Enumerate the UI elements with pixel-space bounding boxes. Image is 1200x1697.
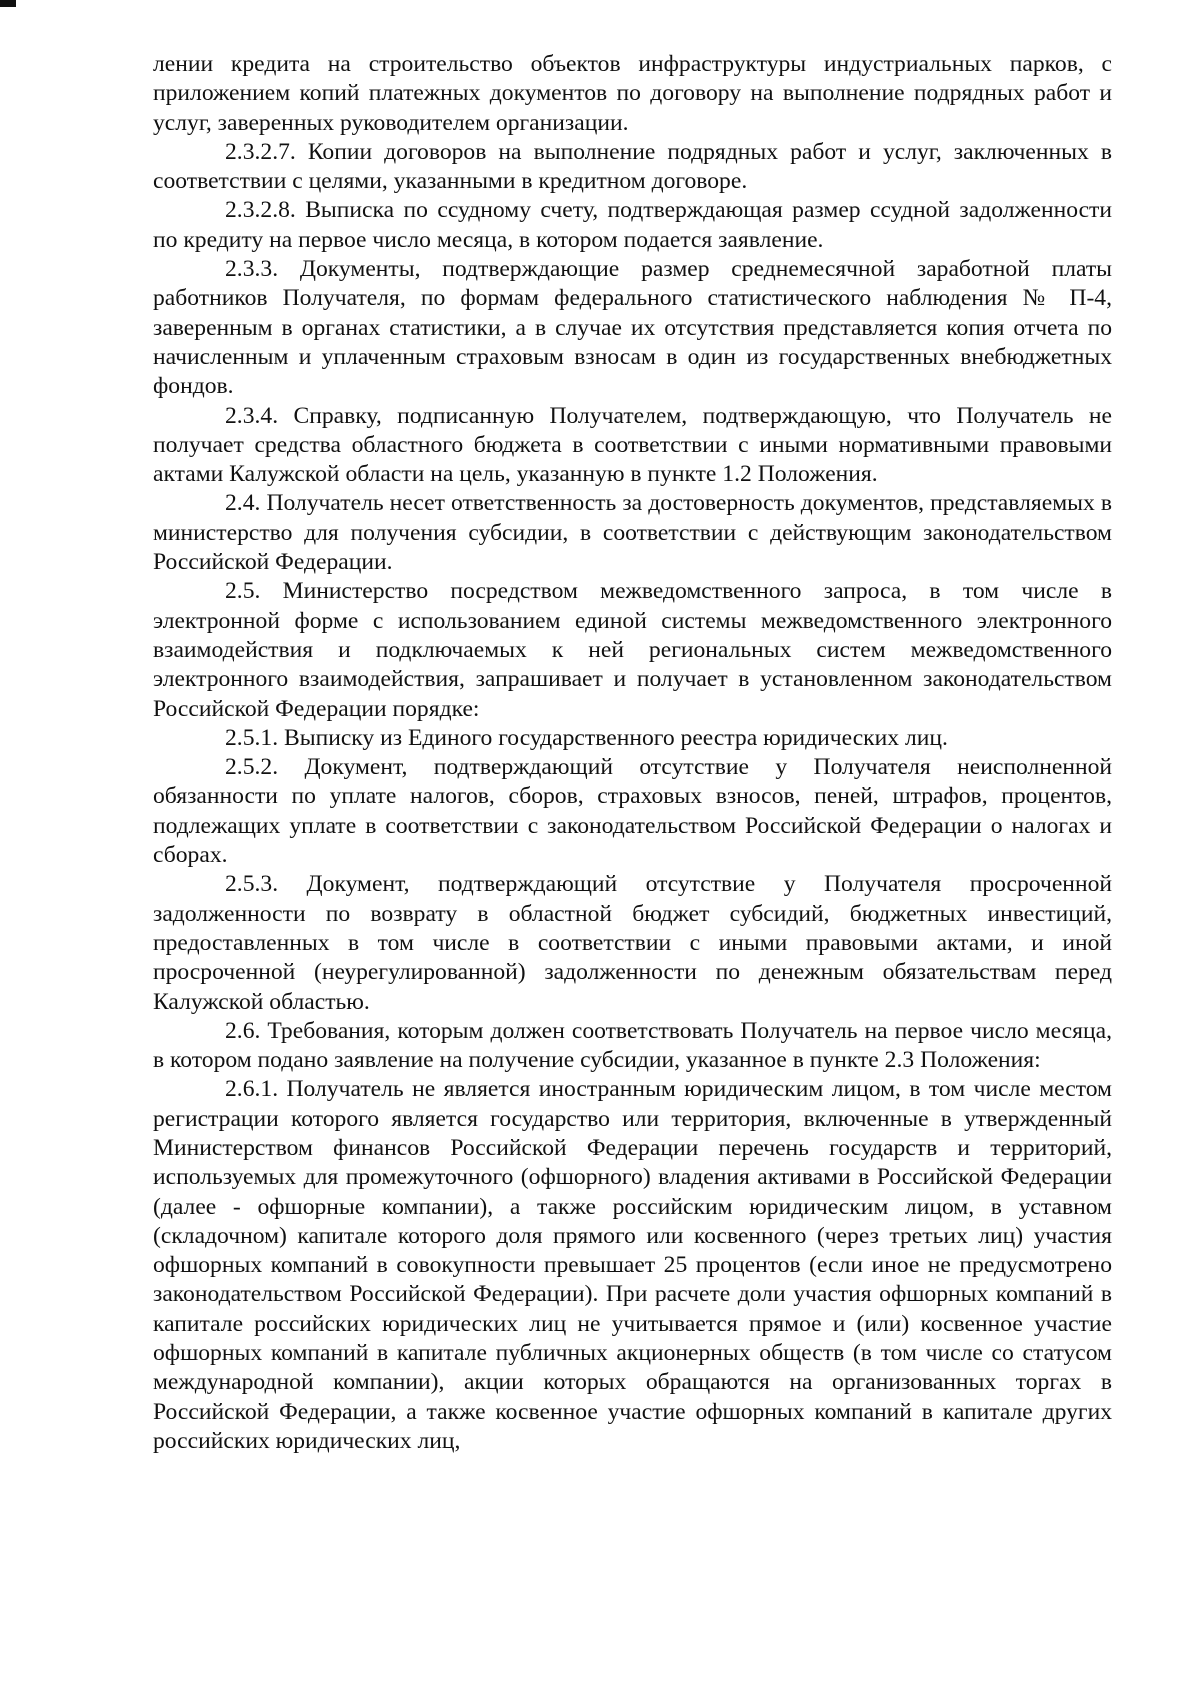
paragraph-2-3-2-7: 2.3.2.7. Копии договоров на выполнение подрядных работ и услуг, заключенных в соответствии с целями, указанными в кредитном договоре. <box>153 138 1112 195</box>
paragraph-2-5-3: 2.5.3. Документ, подтверждающий отсутствие у Получателя просроченной задолженности по возврату в областной бюджет субсидий, бюджетных инвестиций, предоставленных в том числе в соответствии с иными правовыми актами, и иной просроченной (неурегулированной) задолженности по денежным обязательствам перед Калужской областью. <box>153 871 1112 1015</box>
paragraph-2-6: 2.6. Требования, которым должен соответствовать Получатель на первое число месяца, в котором подано заявление на получение субсидии, указанное в пункте 2.3 Положения: <box>153 1017 1112 1074</box>
paragraph-2-3-2-8: 2.3.2.8. Выписка по ссудному счету, подтверждающая размер ссудной задолженности по кредиту на первое число месяца, в котором подается заявление. <box>153 197 1112 253</box>
paragraph-2-3-4: 2.3.4. Справку, подписанную Получателем, подтверждающую, что Получатель не получает средства областного бюджета в соответствии с иными нормативными правовыми актами Калужской области на цель, указанную в пункте 1.2 Положения. <box>153 402 1112 488</box>
document-page <box>153 50 1112 1456</box>
paragraph-2-4: 2.4. Получатель несет ответственность за достоверность документов, представляемых в министерство для получения субсидии, в соответствии с действующим законодательством Российской Федерации. <box>153 490 1112 576</box>
paragraph-2-5: 2.5. Министерство посредством межведомственного запроса, в том числе в электронной форме с использованием единой системы межведомственного электронного взаимодействия и подключаемых к ней региональных систем межведомственного электронного взаимодействия, запрашивает и получает в установленном законодательством Российской Федерации порядке: <box>153 578 1112 722</box>
scan-corner-mark <box>0 0 16 7</box>
paragraph-2-5-1: 2.5.1. Выписку из Единого государственного реестра юридических лиц. <box>225 724 948 751</box>
paragraph-2-3-3: 2.3.3. Документы, подтверждающие размер среднемесячной заработной платы работников Получателя, по формам федерального статистического наблюдения № П-4, заверенным в органах статистики, а в случае их отсутствия представляется копия отчета по начисленным и уплаченным страховым взносам в один из государственных внебюджетных фондов. <box>153 256 1112 400</box>
paragraph-2-6-1: 2.6.1. Получатель не является иностранным юридическим лицом, в том числе местом регистрации которого является государство или территория, включенные в утвержденный Министерством финансов Российской Федерации перечень государств и территорий, используемых для промежуточного (офшорного) владения активами в Российской Федерации (далее - офшорные компании), а также российским юридическим лицом, в уставном (складочном) капитале которого доля прямого или косвенного (через третьих лиц) участия офшорных компаний в совокупности превышает 25 процентов (если иное не предусмотрено законодательством Российской Федерации). При расчете доли участия офшорных компаний в капитале российских юридических лиц не учитывается прямое и (или) косвенное участие офшорных компаний в капитале публичных акционерных обществ (в том числе со статусом международной компании), акции которых обращаются на организованных торгах в Российской Федерации, а также косвенное участие офшорных компаний в капитале других российских юридических лиц, <box>153 1076 1112 1454</box>
paragraph-2-5-2: 2.5.2. Документ, подтверждающий отсутствие у Получателя неисполненной обязанности по уплате налогов, сборов, страховых взносов, пеней, штрафов, процентов, подлежащих уплате в соответствии с законодательством Российской Федерации о налогах и сборах. <box>153 754 1112 869</box>
paragraph-continuation: лении кредита на строительство объектов инфраструктуры индустриальных парков, с приложением копий платежных документов по договору на выполнение подрядных работ и услуг, заверенных руководителем организации. <box>153 51 1112 136</box>
